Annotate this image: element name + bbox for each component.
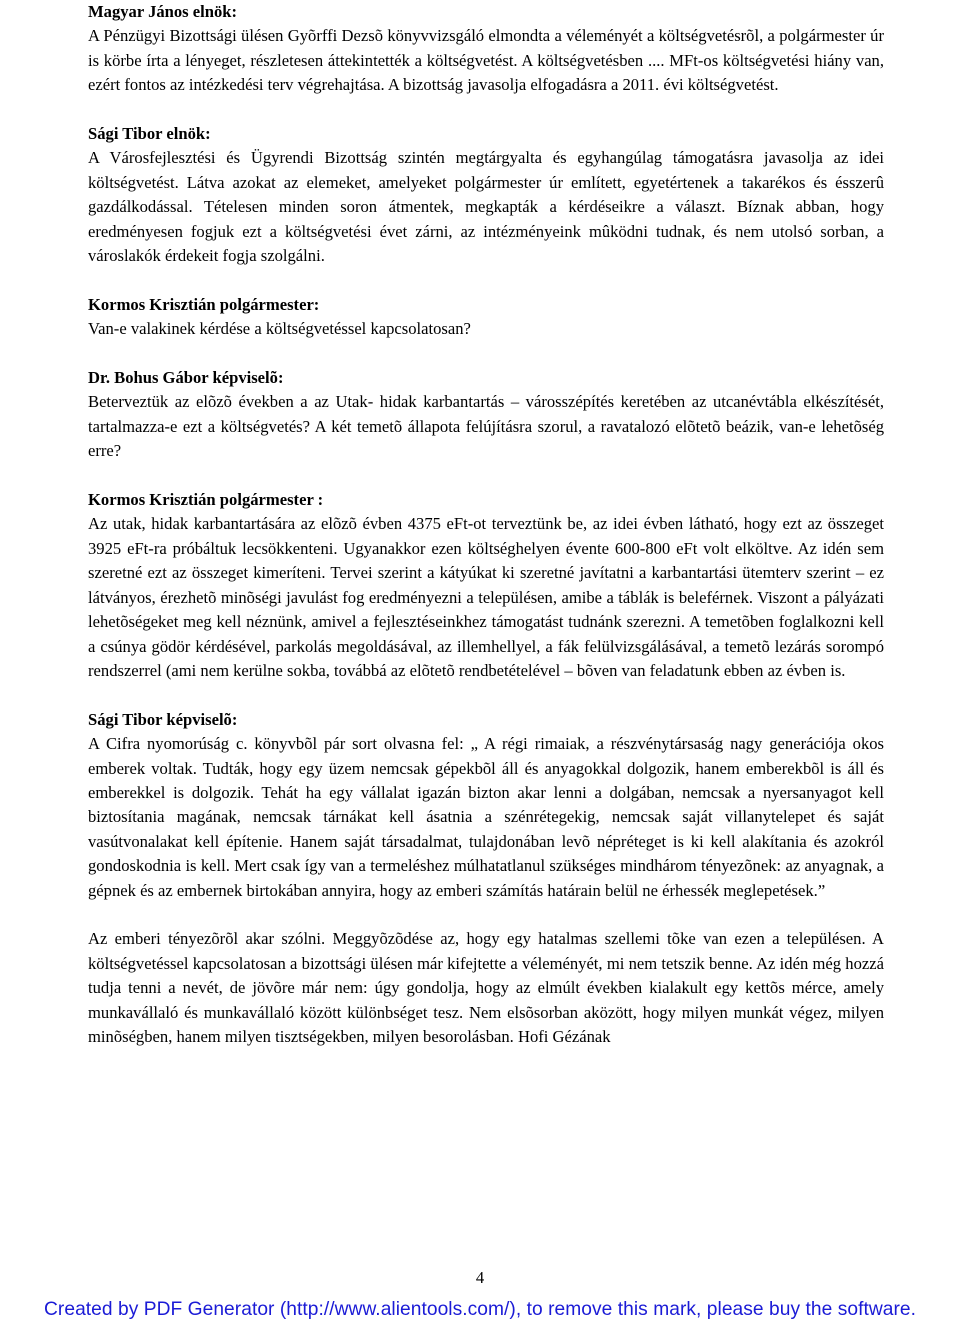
- document-page: [88, 0, 884, 1049]
- page-number: 4: [475, 1268, 485, 1287]
- speaker-block: [88, 708, 884, 1050]
- paragraph: Beterveztük az elõzõ években a az Utak- hidak karbantartás – városszépítés keretében az utcanévtábla elkészítését, tartalmazza-e ezt a költségvetés? A két temetõ állapota felújításra szorul, a ravatalozó elõtetõ beázik, van-e lehetõség erre?: [88, 392, 884, 461]
- paragraph: A Pénzügyi Bizottsági ülésen Gyõrffi Dezsõ könyvvizsgáló elmondta a véleményét a költségvetésrõl, a polgármester úr is körbe írta a lényeget, részletesen áttekintették a költségvetést. A költségvetésben .... MFt-os költségvetési hiány van, ezért fontos az intézkedési terv végrehajtása. A bizottság javasolja elfogadásra a 2011. évi költségvetést.: [88, 26, 884, 95]
- paragraph: A Városfejlesztési és Ügyrendi Bizottság szintén megtárgyalta és egyhangúlag támogatásra javasolja az idei költségvetést. Látva azokat az elemeket, amelyeket polgármester úr említett, egyetértenek a takarékos és ésszerû gazdálkodással. Tételesen minden soron átmentek, megkapták a kérdéseikre a választ. Bíznak abban, hogy eredményesen fogjuk ezt a költségvetési évet zárni, az intézményeink mûködni tudnak, és nem utolsó sorban, a városlakók érdekeit fogja szolgálni.: [88, 148, 884, 266]
- speaker-name: Magyar János elnök:: [88, 2, 238, 21]
- speaker-name: Kormos Krisztián polgármester :: [88, 490, 324, 510]
- speaker-block: [88, 122, 884, 268]
- speaker-name: Kormos Krisztián polgármester:: [88, 294, 320, 314]
- speaker-block: [88, 488, 884, 683]
- speaker-block: [88, 0, 884, 98]
- speaker-block: [88, 293, 884, 342]
- speaker-name: Dr. Bohus Gábor képviselõ:: [88, 368, 284, 388]
- paragraph: Az emberi tényezõrõl akar szólni. Meggyõzõdése az, hogy egy hatalmas szellemi tõke van ezen a településen. A költségvetéssel kapcsolatosan a bizottsági ülésen már kifejtette a véleményét, mi nem tetszik benne. Az idén még hozzá tudja tenni a nevét, de jövõre már nem: úgy gondolja, hogy az elmúlt években kialakult egy kettõs mérce, amely munkavállaló és munkavállaló között különbséget tesz. Nem elsõsorban aközött, hogy milyen munkát végez, milyen minõségben, hanem milyen tisztségekben, milyen besorolásban. Hofi Gézának: [88, 929, 884, 1046]
- speaker-name: Sági Tibor képviselõ:: [88, 709, 238, 729]
- paragraph: Az utak, hidak karbantartására az elõzõ évben 4375 eFt-ot terveztünk be, az idei évben látható, hogy ezt az összeget 3925 eFt-ra próbáltuk lecsökkenteni. Ugyanakkor ezen költséghelyen évente 600-800 eFt volt elköltve. Az idén sem szeretné ezt az összeget kimeríteni. Tervei szerint a kátyúkat ki szeretné javítatni a karbantartási ütemterv szerint – ez látványos, érezhetõ minõségi javulást fog eredményezni a településen, amibe a táblák is beleférnek. Viszont a pályázati lehetõségeket meg kell néznünk, amivel a fejlesztéseinkhez támogatást tudnánk szerezni. A temetõben foglalkozni kell a csúnya gödör kérdésével, parkolás megoldásával, az illemhellyel, a fák felülvizsgálásával, a temetõ lezárás sorompó rendszerrel (ami nem kerülne sokba, továbbá az elõtetõ rendbetételével – bõven van feladatunk ebben az évben is.: [88, 514, 884, 680]
- pdf-generator-watermark: Created by PDF Generator (http://www.alientools.com/), to remove this mark, please buy the software.: [44, 1299, 916, 1320]
- paragraph: Van-e valakinek kérdése a költségvetéssel kapcsolatosan?: [88, 319, 471, 339]
- paragraph: A Cifra nyomorúság c. könyvbõl pár sort olvasna fel: „ A régi rimaiak, a részvénytársaság nagy generációja okos emberek voltak. Tudták, hogy egy üzem nemcsak gépekbõl áll és anyagokkal dolgozik, hanem emberekbõl is áll és emberekkel is dolgozik. Tehát ha egy vállalat igazán bizton akar lenni a dolgában, nemcsak a nyersanyagot kell biztosítania magának, nemcsak tárnákat kell ásatnia a szénrétegekig, nemcsak saját villanytelepet és saját vasútvonalakat kell építenie. Hanem saját társadalmat, tulajdonában levõ népréteget is ki kell alakítania és azokról gondoskodnia is kell. Mert csak így van a termeléshez múlhatatlanul szükséges mindhárom tényezõnek: az anyagnak, a gépnek és az embernek birtokában annyira, hogy az emberi számítás határain belül ne érhessék meglepetések.”: [88, 734, 884, 900]
- speaker-name: Sági Tibor elnök:: [88, 124, 211, 144]
- speaker-block: [88, 366, 884, 464]
